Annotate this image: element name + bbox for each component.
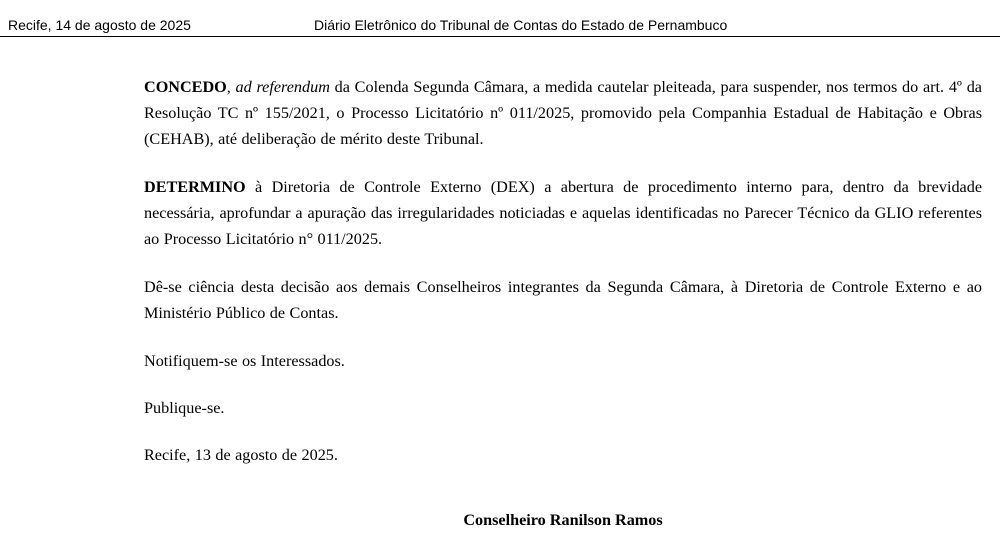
paragraph-determino	[144, 174, 982, 252]
paragraph-publique: Publique-se.	[144, 399, 225, 417]
paragraph-ciencia: Dê-se ciência desta decisão aos demais Conselheiros integrantes da Segunda Câmara, à Diretoria de Controle Externo e ao Ministério Público de Contas.	[144, 278, 982, 322]
document-body	[144, 74, 982, 489]
concedo-text: da Colenda Segunda Câmara, a medida cautelar pleiteada, para suspender, nos termos do art. 4º da Resolução TC nº 155/2021, o Processo Licitatório nº 011/2025, promovido pela Companhia Estadual de Habitação e Obras (CEHAB), até deliberação de mérito deste Tribunal.	[144, 78, 982, 148]
paragraph-concedo	[144, 74, 982, 152]
ad-referendum-text: ad referendum	[235, 78, 330, 96]
paragraph-local-data: Recife, 13 de agosto de 2025.	[144, 446, 338, 464]
concedo-separator: ,	[226, 78, 236, 96]
paragraph-notifiquem: Notifiquem-se os Interessados.	[144, 352, 345, 370]
page-header	[0, 0, 1000, 37]
concedo-keyword: CONCEDO	[144, 78, 227, 96]
header-title: Diário Eletrônico do Tribunal de Contas do Estado de Pernambuco	[314, 17, 728, 33]
determino-keyword: DETERMINO	[144, 178, 246, 196]
header-date: Recife, 14 de agosto de 2025	[8, 17, 191, 33]
determino-text: à Diretoria de Controle Externo (DEX) a abertura de procedimento interno para, dentro da brevidade necessária, aprofundar a apuração das irregularidades noticiadas e aquelas identificadas no Parecer Técnico da GLIO referentes ao Processo Licitatório n° 011/2025.	[144, 178, 982, 248]
signature-name: Conselheiro Ranilson Ramos	[463, 511, 663, 529]
